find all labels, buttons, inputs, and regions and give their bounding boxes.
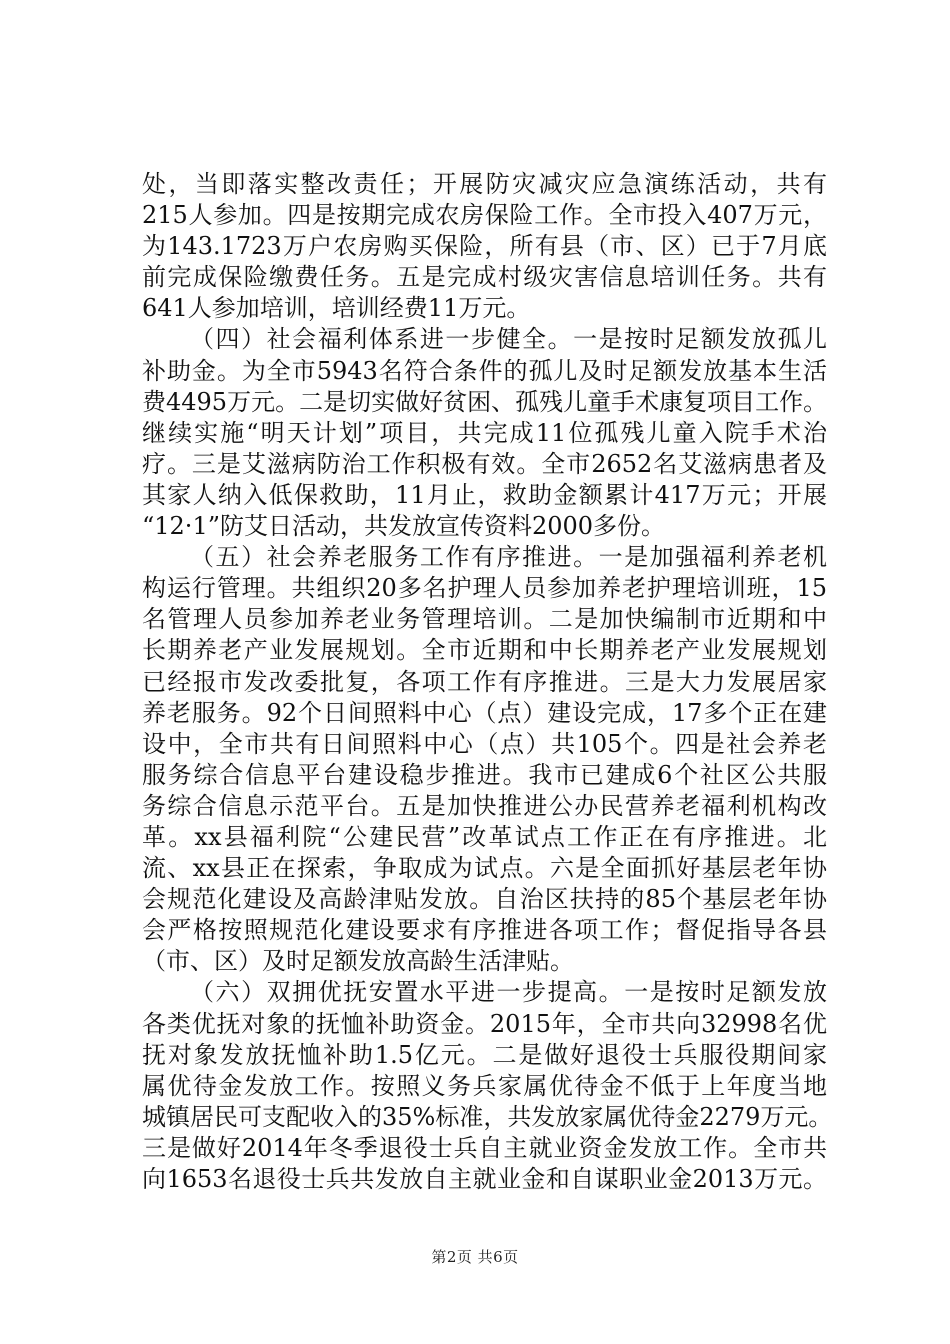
text-line: 补助金。为全市5943名符合条件的孤儿及时足额发放基本生活 xyxy=(142,356,827,385)
text-line: 抚对象发放抚恤补助1.5亿元。二是做好退役士兵服役期间家 xyxy=(142,1040,827,1069)
paragraph-military-support xyxy=(142,977,833,1195)
text-line: 疗。三是艾滋病防治工作积极有效。全市2652名艾滋病患者及 xyxy=(142,449,827,478)
text-line: 其家人纳入低保救助，11月止，救助金额累计417万元；开展 xyxy=(142,480,827,509)
text-line: （五）社会养老服务工作有序推进。一是加强福利养老机 xyxy=(190,543,827,572)
text-line: （六）双拥优抚安置水平进一步提高。一是按时足额发放 xyxy=(190,978,827,1007)
text-line: 继续实施“明天计划”项目，共完成11位孤残儿童入院手术治 xyxy=(142,418,827,447)
text-line: 215人参加。四是按期完成农房保险工作。全市投入407万元， xyxy=(142,201,827,230)
text-line: 为143.1723万户农房购买保险，所有县（市、区）已于7月底 xyxy=(142,232,827,261)
text-line: 设中，全市共有日间照料中心（点）共105个。四是社会养老 xyxy=(142,729,827,758)
text-line: 流、xx县正在探索，争取成为试点。六是全面抓好基层老年协 xyxy=(142,854,827,883)
paragraph-elderly-care xyxy=(142,542,827,977)
text-line: 务综合信息示范平台。五是加快推进公办民营养老福利机构改 xyxy=(142,791,827,820)
text-line: 城镇居民可支配收入的35%标准，共发放家属优待金2279万元。 xyxy=(142,1102,833,1131)
text-line: 构运行管理。共组织20多名护理人员参加养老护理培训班，15 xyxy=(142,574,827,603)
page-number-footer: 第2页 共6页 xyxy=(431,1248,519,1266)
text-line: 会规范化建设及高龄津贴发放。自治区扶持的85个基层老年协 xyxy=(142,885,827,914)
text-line: 前完成保险缴费任务。五是完成村级灾害信息培训任务。共有 xyxy=(142,263,827,292)
text-line: 处，当即落实整改责任；开展防灾减灾应急演练活动，共有 xyxy=(142,170,827,198)
text-line: 革。xx县福利院“公建民营”改革试点工作正在有序推进。北 xyxy=(142,822,827,851)
text-line: 会严格按照规范化建设要求有序推进各项工作；督促指导各县 xyxy=(142,916,827,945)
text-line: （四）社会福利体系进一步健全。一是按时足额发放孤儿 xyxy=(190,325,827,354)
text-line: 服务综合信息平台建设稳步推进。我市已建成6个社区公共服 xyxy=(142,760,827,789)
text-line: 各类优抚对象的抚恤补助资金。2015年，全市共向32998名优 xyxy=(142,1009,827,1038)
text-line: 已经报市发改委批复，各项工作有序推进。三是大力发展居家 xyxy=(142,667,827,696)
text-line: 向1653名退役士兵共发放自主就业金和自谋职业金2013万元。 xyxy=(142,1165,827,1193)
text-line: “12·1”防艾日活动，共发放宣传资料2000多份。 xyxy=(142,512,666,541)
text-line: 名管理人员参加养老业务管理培训。二是加快编制市近期和中 xyxy=(142,605,827,634)
paragraph-disaster-insurance xyxy=(142,169,827,324)
text-line: 养老服务。92个日间照料中心（点）建设完成，17多个正在建 xyxy=(142,698,827,727)
document-body xyxy=(142,169,833,1195)
paragraph-social-welfare xyxy=(142,324,827,542)
text-line: 三是做好2014年冬季退役士兵自主就业资金发放工作。全市共 xyxy=(142,1133,827,1162)
text-line: 长期养老产业发展规划。全市近期和中长期养老产业发展规划 xyxy=(142,636,827,665)
text-line: （市、区）及时足额发放高龄生活津贴。 xyxy=(142,947,574,976)
text-line: 属优待金发放工作。按照义务兵家属优待金不低于上年度当地 xyxy=(142,1071,827,1100)
text-line: 费4495万元。二是切实做好贫困、孤残儿童手术康复项目工作。 xyxy=(142,387,828,416)
text-line: 641人参加培训，培训经费11万元。 xyxy=(142,294,531,323)
